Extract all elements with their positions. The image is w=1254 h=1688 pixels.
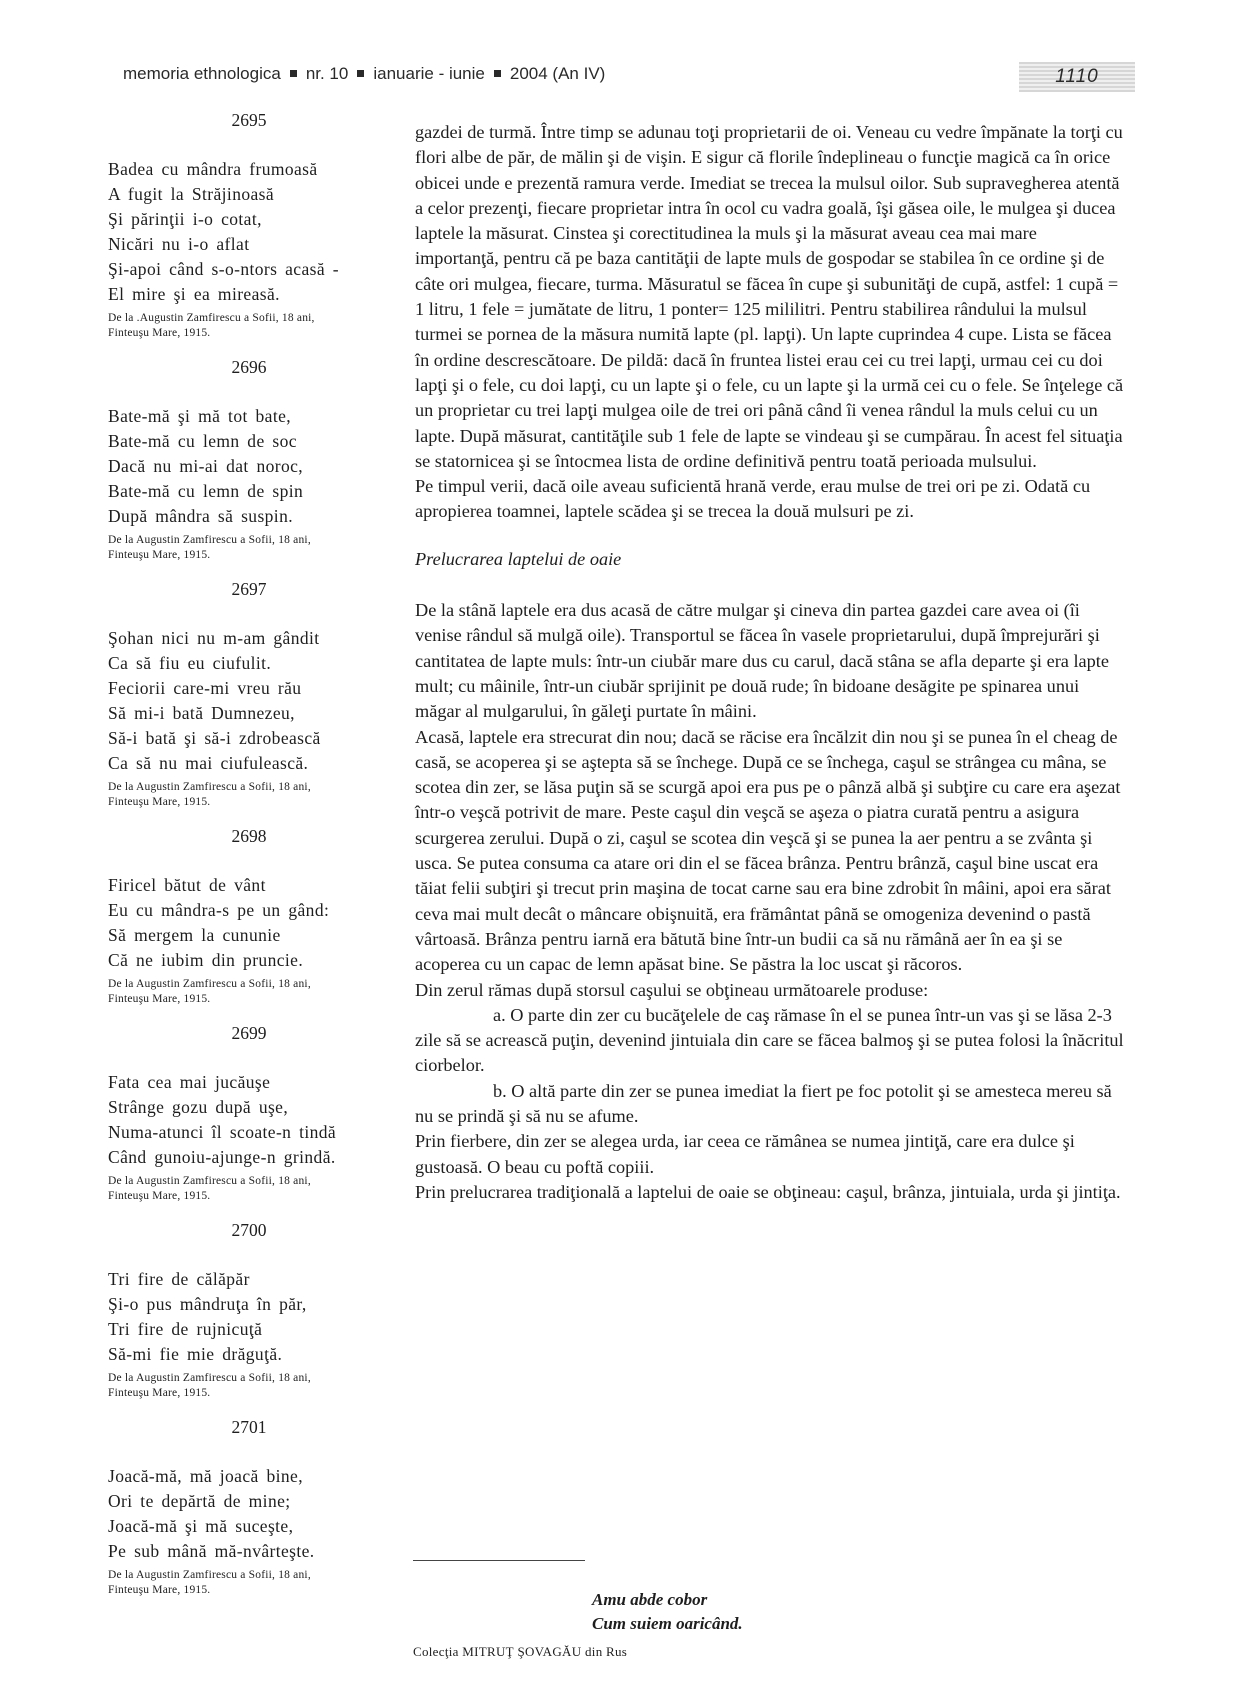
poem-line: După mândra să suspin. — [108, 506, 293, 526]
poem-line: Ca să fiu eu ciufulit. — [108, 653, 272, 673]
poem — [108, 357, 390, 563]
poem-source — [108, 780, 390, 810]
separator-square-icon — [357, 70, 364, 77]
poem-line: Bate-mă cu lemn de soc — [108, 431, 297, 451]
poem-line: Firicel bătut de vânt — [108, 875, 266, 895]
poem-line: Nicări nu i-o aflat — [108, 234, 250, 254]
poem-line: A fugit la Străjinoasă — [108, 184, 275, 204]
source-line: Finteuşu Mare, 1915. — [108, 1584, 211, 1596]
verse-line: Amu abde cobor — [592, 1590, 708, 1609]
poem-number: 2696 — [231, 357, 267, 377]
poem-line: Ca să nu mai ciufulească. — [108, 753, 309, 773]
poem-line: Tri fire de călăpăr — [108, 1269, 250, 1289]
poem-number: 2695 — [231, 110, 267, 130]
poem-line: Să mergem la cununie — [108, 925, 281, 945]
poem-lines — [108, 404, 390, 529]
poem-lines — [108, 626, 390, 776]
poem-line: Bate-mă şi mă tot bate, — [108, 406, 292, 426]
poem-lines — [108, 873, 390, 973]
article-paragraph: De la stână laptele era dus acasă de către mulgar şi cineva din partea gazdei care avea oi (îi venise rândul să mulgă oile). Transportul se făcea în vasele proprietarului, după împrejurări şi cantitatea de lapte muls: într-un ciubăr mare dus cu carul, dacă stâna se afla departe şi era lapte mult; cu mâinile, într-un ciubăr sprijinit pe două rude; în bidoane desăgite pe spinarea unui măgar al mulgarului, în găleţi purtate în mâini. — [415, 600, 1109, 722]
collection-credit: Colecţia MITRUŢ ŞOVAGĂU din Rus — [413, 1644, 628, 1659]
poem-line: Strânge gozu după uşe, — [108, 1097, 289, 1117]
poem-line: Şi-apoi când s-o-ntors acasă - — [108, 259, 340, 279]
poem-line: Pe sub mână mă-nvârteşte. — [108, 1541, 315, 1561]
poem-source — [108, 1371, 390, 1401]
poem-line: Tri fire de rujnicuţă — [108, 1319, 263, 1339]
source-line: Finteuşu Mare, 1915. — [108, 796, 211, 808]
poem-line: Feciorii care-mi vreu rău — [108, 678, 302, 698]
poem-line: Bate-mă cu lemn de spin — [108, 481, 304, 501]
poem-line: Şohan nici nu m-am gândit — [108, 628, 320, 648]
poem-source — [108, 533, 390, 563]
poem — [108, 1220, 390, 1401]
poem-lines — [108, 157, 390, 307]
journal-name: memoria ethnologica — [123, 64, 281, 83]
poem-line: Joacă-mă, mă joacă bine, — [108, 1466, 303, 1486]
poem-line: Ori te depărtă de mine; — [108, 1491, 291, 1511]
article-paragraph: Acasă, laptele era strecurat din nou; dacă se răcise era încălzit din nou şi se punea în el cheag de casă, se acoperea şi se aştepta să se închege. După ce se închega, caşul se strângea cu mâna, se scotea din zer, se lăsa puţin să se scurgă apoi era pus pe o pânză albă şi subţire cu care era aşezat într-o veşcă potrivit de mare. Peste caşul din veşcă se aşeza o piatra curată pentru a asigura scurgerea zerului. După o zi, caşul se scotea din veşcă şi se punea la aer pentru a se zvânta şi usca. Se putea consuma ca atare ori din el se făcea brânza. Pentru brânză, caşul bine uscat era tăiat felii subţiri şi trecut prin maşina de tocat carne sau era bine zdrobit în mâini, apoi era sărat ceva mai mult decât o mâncare obişnuită, era frământat până se omogeniza devenind o pastă vârtoasă. Brânza pentru iarnă era bătută bine într-un budii ca să nu rămână aer în ea şi se acoperea cu un capac de lemn apăsat bine. Se păstra la loc uscat şi răcoros. — [415, 726, 1121, 975]
source-line: De la Augustin Zamfirescu a Sofii, 18 ani, — [108, 534, 311, 546]
article-paragraph: Pe timpul verii, dacă oile aveau suficientă hrană verde, erau mulse de trei ori pe zi. Odată cu apropierea toamnei, laptele scădea şi se trecea la două mulsuri pe zi. — [415, 476, 1091, 522]
poem-line: Când gunoiu-ajunge-n grindă. — [108, 1147, 336, 1167]
poem-lines — [108, 1070, 390, 1170]
poem-line: Să mi-i bată Dumnezeu, — [108, 703, 295, 723]
poem-source — [108, 1568, 390, 1598]
poem-lines — [108, 1267, 390, 1367]
issue-number: nr. 10 — [305, 64, 349, 83]
poem — [108, 1417, 390, 1598]
article-paragraph: Prin fierbere, din zer se alegea urda, iar ceea ce rămânea se numea jintiţă, care era dulce şi gustoasă. O beau cu poftă copiii. — [415, 1131, 1075, 1177]
poem — [108, 579, 390, 810]
article-paragraph: Prin prelucrarea tradiţională a laptelui de oaie se obţineau: caşul, brânza, jintuiala, urda şi jintiţa. — [415, 1181, 1121, 1202]
footer-verse — [592, 1588, 743, 1636]
source-line: De la Augustin Zamfirescu a Sofii, 18 ani, — [108, 781, 311, 793]
separator-square-icon — [290, 70, 297, 77]
issue-period: ianuarie - iunie — [373, 64, 485, 83]
list-item: b. O altă parte din zer se punea imediat la fiert pe foc potolit şi se amesteca mereu să nu se prindă şi să nu se afume. — [415, 1080, 1112, 1126]
running-header — [123, 62, 1135, 92]
header-text — [123, 64, 605, 84]
poem-line: Dacă nu mi-ai dat noroc, — [108, 456, 304, 476]
source-line: Finteuşu Mare, 1915. — [108, 327, 211, 339]
source-line: De la Augustin Zamfirescu a Sofii, 18 ani, — [108, 1372, 311, 1384]
poem-number: 2700 — [231, 1220, 267, 1240]
poem-number: 2697 — [231, 579, 267, 599]
poem-number: 2699 — [231, 1023, 267, 1043]
source-line: Finteuşu Mare, 1915. — [108, 1190, 211, 1202]
separator-square-icon — [494, 70, 501, 77]
poem-line: Numa-atunci îl scoate-n tindă — [108, 1122, 337, 1142]
source-line: De la .Augustin Zamfirescu a Sofii, 18 ani, — [108, 312, 315, 324]
poem — [108, 826, 390, 1007]
poem-line: Joacă-mă şi mă suceşte, — [108, 1516, 294, 1536]
poem-line: Să-i bată şi să-i zdrobească — [108, 728, 321, 748]
list-item: a. O parte din zer cu bucăţelele de caş rămase în el se punea într-un vas şi se lăsa 2-3 zile să se acrească puţin, devenind jintuiala din care se făcea balmoş şi se putea folosi la înăcritul ciorbelor. — [415, 1004, 1124, 1076]
issue-year: 2004 (An IV) — [509, 64, 606, 83]
poem-source — [108, 1174, 390, 1204]
poem-line: Să-mi fie mie drăguţă. — [108, 1344, 283, 1364]
poem-lines — [108, 1464, 390, 1564]
source-line: Finteuşu Mare, 1915. — [108, 549, 211, 561]
article-paragraph: gazdei de turmă. Între timp se adunau toţi proprietarii de oi. Veneau cu vedre împănate la torţi cu flori albe de păr, de mălin şi de vişin. E sigur că florile îndeplineau o funcţie magică ca în orice obicei unde e prezentă ramura verde. Imediat se trecea la mulsul oilor. Sub supravegherea atentă a celor prezenţi, fiecare proprietar intra în ocol cu vadra goală, îşi găsea oile, le mulgea şi ducea laptele la măsurat. Cinstea şi corectitudinea la muls şi la măsurat aveau cea mai mare importanţă, pentru că pe baza cantităţii de lapte muls de gospodar se stabilea în ce ordine şi de câte ori mulgea, fiecare, turma. Măsuratul se făcea în cupe şi subunităţi de cupă, astfel: 1 cupă = 1 litru, 1 fele = jumătate de litru, 1 ponter= 125 mililitri. Pentru stabilirea rândului la mulsul turmei se pornea de la măsura numită lapte (pl. lapţi). Un lapte cuprindea 4 cupe. Lista se făcea în ordine descrescătoare. De pildă: dacă în fruntea listei erau cei cu trei lapţi, urmau cei cu doi lapţi şi o fele, cu doi lapţi, cu un lapte şi o fele, cu un lapte şi la urmă cei cu o fele. Se înţelege că un proprietar cu trei lapţi mulgea oile de trei ori până când îi venea rândul la muls celui cu un lapte. După măsurat, cantităţile sub 1 fele de lapte se vindeau şi se cumpărau. În acest fel situaţia se statornicea şi se întocmea lista de ordine definitivă pentru toată perioada mulsului. — [415, 122, 1124, 471]
poem-line: Fata cea mai jucăuşe — [108, 1072, 271, 1092]
poem-line: Şi-o pus mândruţa în păr, — [108, 1294, 307, 1314]
article-column — [415, 120, 1125, 1205]
source-line: Finteuşu Mare, 1915. — [108, 993, 211, 1005]
footnote-divider — [413, 1560, 585, 1561]
poem-line: Şi părinţii i-o cotat, — [108, 209, 262, 229]
poem-line: Că ne iubim din pruncie. — [108, 950, 304, 970]
source-line: De la Augustin Zamfirescu a Sofii, 18 ani, — [108, 1175, 311, 1187]
verse-line: Cum suiem oaricând. — [592, 1614, 743, 1633]
poem-line: Eu cu mândra-s pe un gând: — [108, 900, 330, 920]
poem-line: Badea cu mândra frumoasă — [108, 159, 318, 179]
poem — [108, 110, 390, 341]
page-number: 1110 — [1019, 62, 1135, 92]
source-line: Finteuşu Mare, 1915. — [108, 1387, 211, 1399]
poem — [108, 1023, 390, 1204]
poem-number: 2698 — [231, 826, 267, 846]
poem-number: 2701 — [231, 1417, 267, 1437]
source-line: De la Augustin Zamfirescu a Sofii, 18 ani, — [108, 978, 311, 990]
section-heading: Prelucrarea laptelui de oaie — [415, 548, 622, 569]
source-line: De la Augustin Zamfirescu a Sofii, 18 ani, — [108, 1569, 311, 1581]
poem-line: El mire şi ea mireasă. — [108, 284, 280, 304]
poems-column — [108, 110, 390, 1614]
article-paragraph: Din zerul rămas după storsul caşului se obţineau următoarele produse: — [415, 979, 929, 1000]
poem-source — [108, 311, 390, 341]
poem-source — [108, 977, 390, 1007]
